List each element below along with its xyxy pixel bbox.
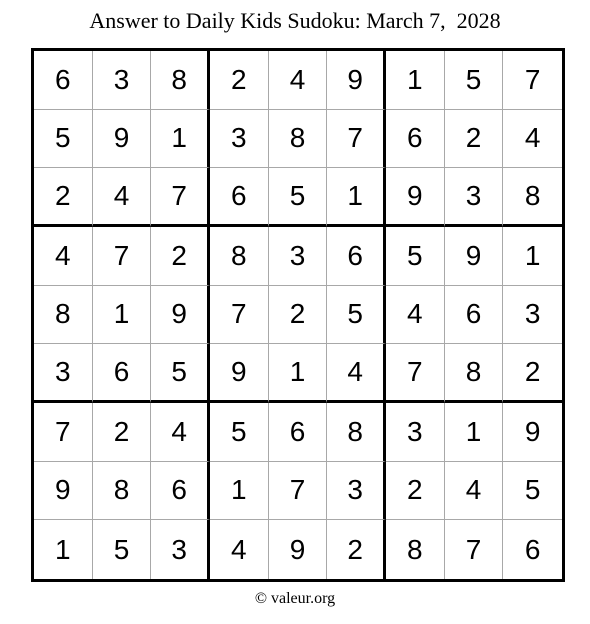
sudoku-cell-r3-c9: 8 (503, 168, 562, 227)
sudoku-cell-r8-c2: 8 (93, 462, 152, 521)
sudoku-grid (31, 48, 565, 582)
sudoku-cell-r5-c2: 1 (93, 286, 152, 345)
sudoku-cell-r3-c6: 1 (327, 168, 386, 227)
sudoku-cell-r1-c4: 2 (210, 51, 269, 110)
sudoku-cell-r7-c1: 7 (34, 403, 93, 462)
sudoku-cell-r5-c9: 3 (503, 286, 562, 345)
sudoku-cell-r3-c7: 9 (386, 168, 445, 227)
sudoku-cell-r3-c3: 7 (151, 168, 210, 227)
sudoku-cell-r1-c1: 6 (34, 51, 93, 110)
sudoku-cell-r2-c6: 7 (327, 110, 386, 169)
sudoku-cell-r6-c6: 4 (327, 344, 386, 403)
sudoku-cell-r6-c8: 8 (445, 344, 504, 403)
sudoku-cell-r3-c1: 2 (34, 168, 93, 227)
page-title: Answer to Daily Kids Sudoku: March 7, 2028 (89, 8, 501, 33)
sudoku-cell-r3-c2: 4 (93, 168, 152, 227)
sudoku-cell-r4-c7: 5 (386, 227, 445, 286)
sudoku-cell-r9-c4: 4 (210, 520, 269, 579)
sudoku-cell-r5-c3: 9 (151, 286, 210, 345)
sudoku-cell-r9-c7: 8 (386, 520, 445, 579)
sudoku-cell-r3-c4: 6 (210, 168, 269, 227)
sudoku-cell-r4-c3: 2 (151, 227, 210, 286)
sudoku-cell-r5-c7: 4 (386, 286, 445, 345)
sudoku-cell-r7-c6: 8 (327, 403, 386, 462)
sudoku-cell-r7-c9: 9 (503, 403, 562, 462)
sudoku-cell-r2-c2: 9 (93, 110, 152, 169)
sudoku-cell-r8-c7: 2 (386, 462, 445, 521)
sudoku-cell-r5-c4: 7 (210, 286, 269, 345)
sudoku-cell-r5-c1: 8 (34, 286, 93, 345)
sudoku-cell-r5-c6: 5 (327, 286, 386, 345)
sudoku-cell-r8-c1: 9 (34, 462, 93, 521)
sudoku-cell-r3-c8: 3 (445, 168, 504, 227)
sudoku-cell-r2-c5: 8 (269, 110, 328, 169)
sudoku-cell-r7-c3: 4 (151, 403, 210, 462)
sudoku-cell-r4-c1: 4 (34, 227, 93, 286)
sudoku-cell-r7-c7: 3 (386, 403, 445, 462)
sudoku-cell-r4-c5: 3 (269, 227, 328, 286)
sudoku-cell-r1-c3: 8 (151, 51, 210, 110)
sudoku-cell-r7-c8: 1 (445, 403, 504, 462)
sudoku-cell-r5-c5: 2 (269, 286, 328, 345)
sudoku-cell-r9-c8: 7 (445, 520, 504, 579)
sudoku-cell-r2-c7: 6 (386, 110, 445, 169)
sudoku-cell-r8-c3: 6 (151, 462, 210, 521)
sudoku-cell-r5-c8: 6 (445, 286, 504, 345)
sudoku-cell-r7-c2: 2 (93, 403, 152, 462)
sudoku-cell-r6-c1: 3 (34, 344, 93, 403)
sudoku-cell-r8-c4: 1 (210, 462, 269, 521)
sudoku-cell-r2-c3: 1 (151, 110, 210, 169)
sudoku-cell-r4-c4: 8 (210, 227, 269, 286)
sudoku-cell-r9-c3: 3 (151, 520, 210, 579)
sudoku-cell-r7-c4: 5 (210, 403, 269, 462)
sudoku-cell-r6-c9: 2 (503, 344, 562, 403)
sudoku-cell-r8-c9: 5 (503, 462, 562, 521)
sudoku-cell-r1-c9: 7 (503, 51, 562, 110)
sudoku-cell-r9-c9: 6 (524, 533, 541, 565)
sudoku-cell-r3-c5: 5 (269, 168, 328, 227)
sudoku-cell-r9-c2: 5 (93, 520, 152, 579)
sudoku-cell-r6-c4: 9 (210, 344, 269, 403)
sudoku-cell-r6-c3: 5 (151, 344, 210, 403)
sudoku-cell-r2-c8: 2 (445, 110, 504, 169)
sudoku-cell-r1-c8: 5 (445, 51, 504, 110)
sudoku-cell-r6-c7: 7 (386, 344, 445, 403)
sudoku-cell-r8-c5: 7 (269, 462, 328, 521)
sudoku-cell-r2-c9: 4 (503, 110, 562, 169)
sudoku-cell-r4-c2: 7 (93, 227, 152, 286)
sudoku-cell-r9-c6: 2 (327, 520, 386, 579)
sudoku-cell-r9-c1: 1 (34, 520, 93, 579)
sudoku-cell-r1-c7: 1 (386, 51, 445, 110)
sudoku-cell-r7-c5: 6 (269, 403, 328, 462)
copyright-footer: © valeur.org (254, 590, 336, 607)
sudoku-cell-r6-c2: 6 (93, 344, 152, 403)
sudoku-cell-r2-c4: 3 (210, 110, 269, 169)
sudoku-cell-r2-c1: 5 (34, 110, 93, 169)
sudoku-cell-r9-c5: 9 (269, 520, 328, 579)
sudoku-cell-r4-c6: 6 (327, 227, 386, 286)
sudoku-cell-r1-c6: 9 (327, 51, 386, 110)
sudoku-cell-r6-c5: 1 (269, 344, 328, 403)
sudoku-cell-r4-c8: 9 (445, 227, 504, 286)
sudoku-cell-r8-c6: 3 (327, 462, 386, 521)
sudoku-cell-r1-c5: 4 (269, 51, 328, 110)
sudoku-cell-r1-c2: 3 (93, 51, 152, 110)
sudoku-cell-r8-c8: 4 (445, 462, 504, 521)
sudoku-cell-r4-c9: 1 (503, 227, 562, 286)
